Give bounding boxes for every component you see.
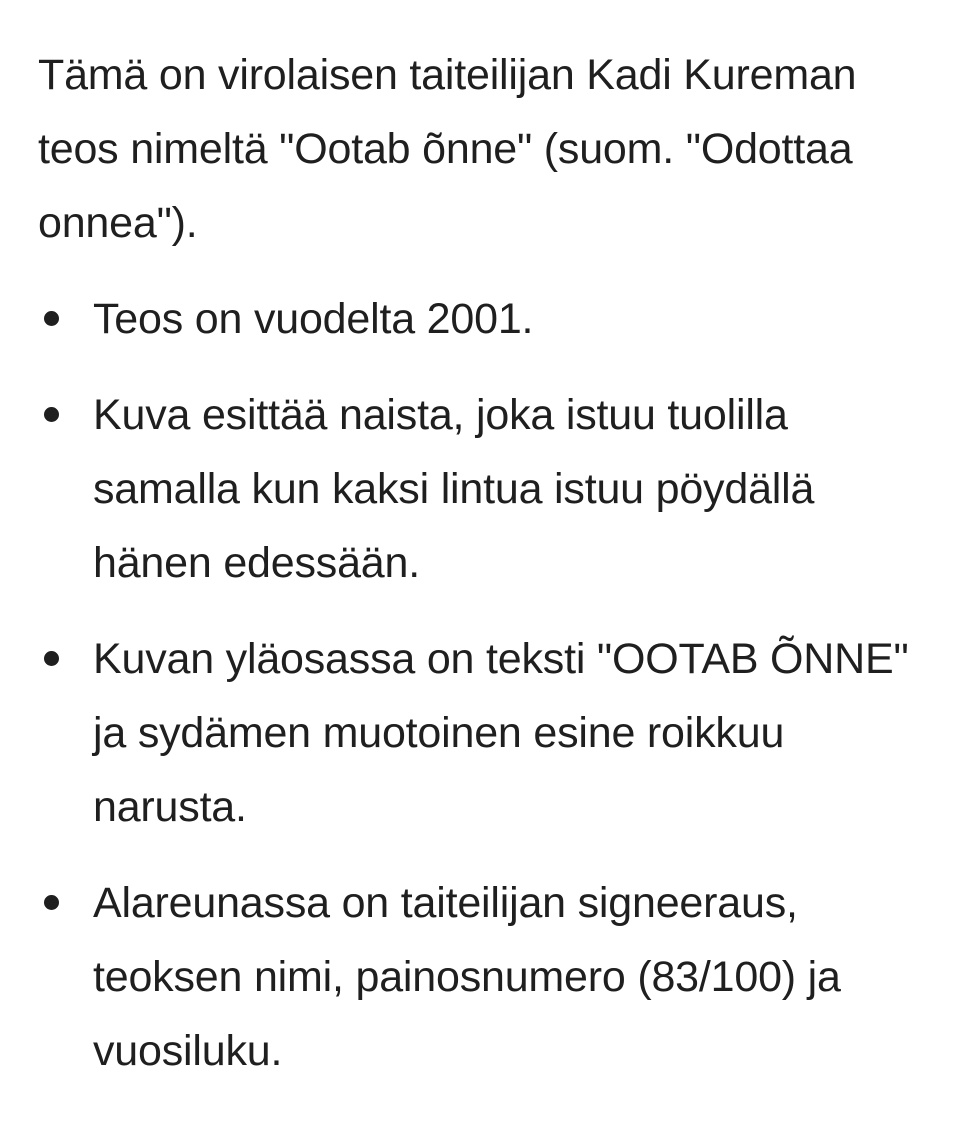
bullet-dot-icon: [44, 651, 59, 666]
bullet-dot-icon: [44, 311, 59, 326]
bullet-list: [38, 282, 928, 1088]
list-item-text: Kuvan yläosassa on teksti "OOTAB ÕNNE" ja sydämen muotoinen esine roikkuu narusta.: [93, 635, 909, 831]
intro-paragraph: Tämä on virolaisen taiteilijan Kadi Kureman teos nimeltä "Ootab õnne" (suom. "Odottaa onnea").: [38, 51, 857, 247]
bullet-dot-icon: [44, 407, 59, 422]
list-item-text: Alareunassa on taiteilijan signeeraus, teoksen nimi, painosnumero (83/100) ja vuosiluku.: [93, 879, 841, 1075]
bullet-dot-icon: [44, 895, 59, 910]
list-item: [38, 282, 928, 356]
list-item-text: Kuva esittää naista, joka istuu tuolilla samalla kun kaksi lintua istuu pöydällä hänen edessään.: [93, 391, 815, 587]
list-item: [38, 622, 928, 844]
list-item: [38, 866, 928, 1088]
list-item: [38, 378, 928, 600]
list-item-text: Teos on vuodelta 2001.: [93, 295, 534, 343]
